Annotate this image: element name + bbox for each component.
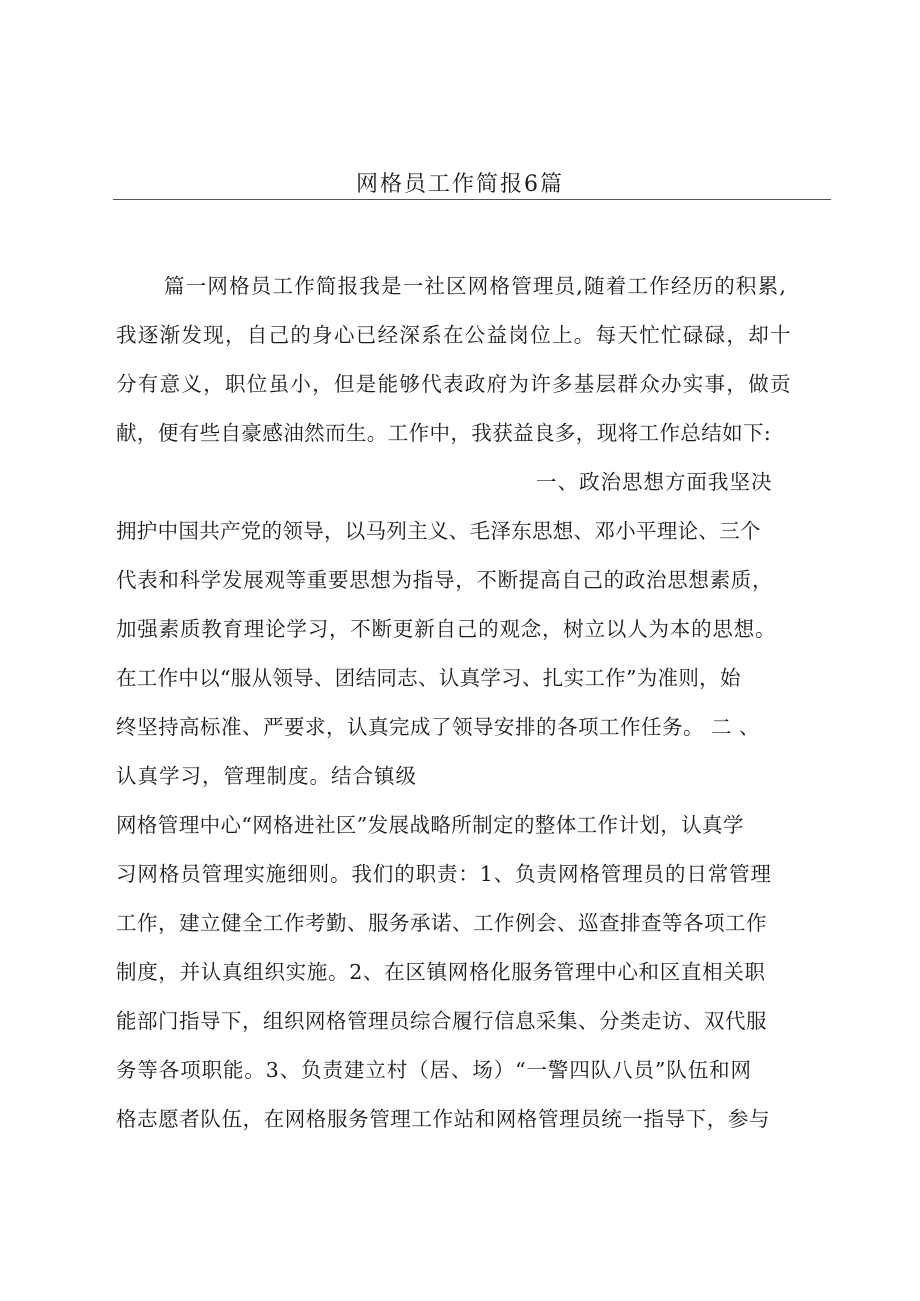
- document-title: 网格员工作简报6篇: [356, 172, 564, 197]
- body-line: 务等各项职能。3、负责建立村（居、场）“一警四队八员”队伍和网: [116, 1058, 752, 1082]
- body-line: 献，便有些自豪感油然而生。工作中，我获益良多，现将工作总结如下:: [116, 421, 772, 445]
- body-line: 网格管理中心“网格进社区”发展战略所制定的整体工作计划，认真学: [116, 813, 744, 837]
- body-line: 在工作中以“服从领导、团结同志、认真学习、扎实工作”为准则，始: [116, 666, 741, 690]
- body-line: 格志愿者队伍，在网格服务管理工作站和网格管理员统一指导下，参与: [116, 1107, 771, 1131]
- body-line: 终坚持高标准、严要求，认真完成了领导安排的各项工作任务。 二 、: [116, 715, 761, 739]
- body-line: 我逐渐发现，自己的身心已经深系在公益岗位上。每天忙忙碌碌，却十: [116, 323, 792, 347]
- body-line: 工作，建立健全工作考勤、服务承诺、工作例会、巡查排查等各项工作: [116, 911, 767, 935]
- body-line: 拥护中国共产党的领导，以马列主义、毛泽东思想、邓小平理论、三个: [116, 519, 761, 543]
- body-line: 篇一网格员工作简报我是一社区网格管理员,随着工作经历的积累,: [164, 274, 788, 298]
- body-line: 分有意义，职位虽小，但是能够代表政府为许多基层群众办实事，做贡: [116, 372, 792, 396]
- body-line: 加强素质教育理论学习，不断更新自己的观念，树立以人为本的思想。: [116, 617, 777, 641]
- body-line: 制度，并认真组织实施。2、在区镇网格化服务管理中心和区直相关职: [116, 960, 766, 984]
- title-underline: [113, 199, 831, 200]
- section-heading-inline: 一、政治思想方面我坚决: [536, 470, 773, 494]
- body-line: 能部门指导下，组织网格管理员综合履行信息采集、分类走访、双代服: [116, 1009, 767, 1033]
- body-line: 习网格员管理实施细则。我们的职责：1、负责网格管理员的日常管理: [116, 862, 772, 886]
- body-line: 代表和科学发展观等重要思想为指导，不断提高自己的政治思想素质，: [116, 568, 774, 592]
- body-line: 认真学习，管理制度。结合镇级: [116, 764, 417, 788]
